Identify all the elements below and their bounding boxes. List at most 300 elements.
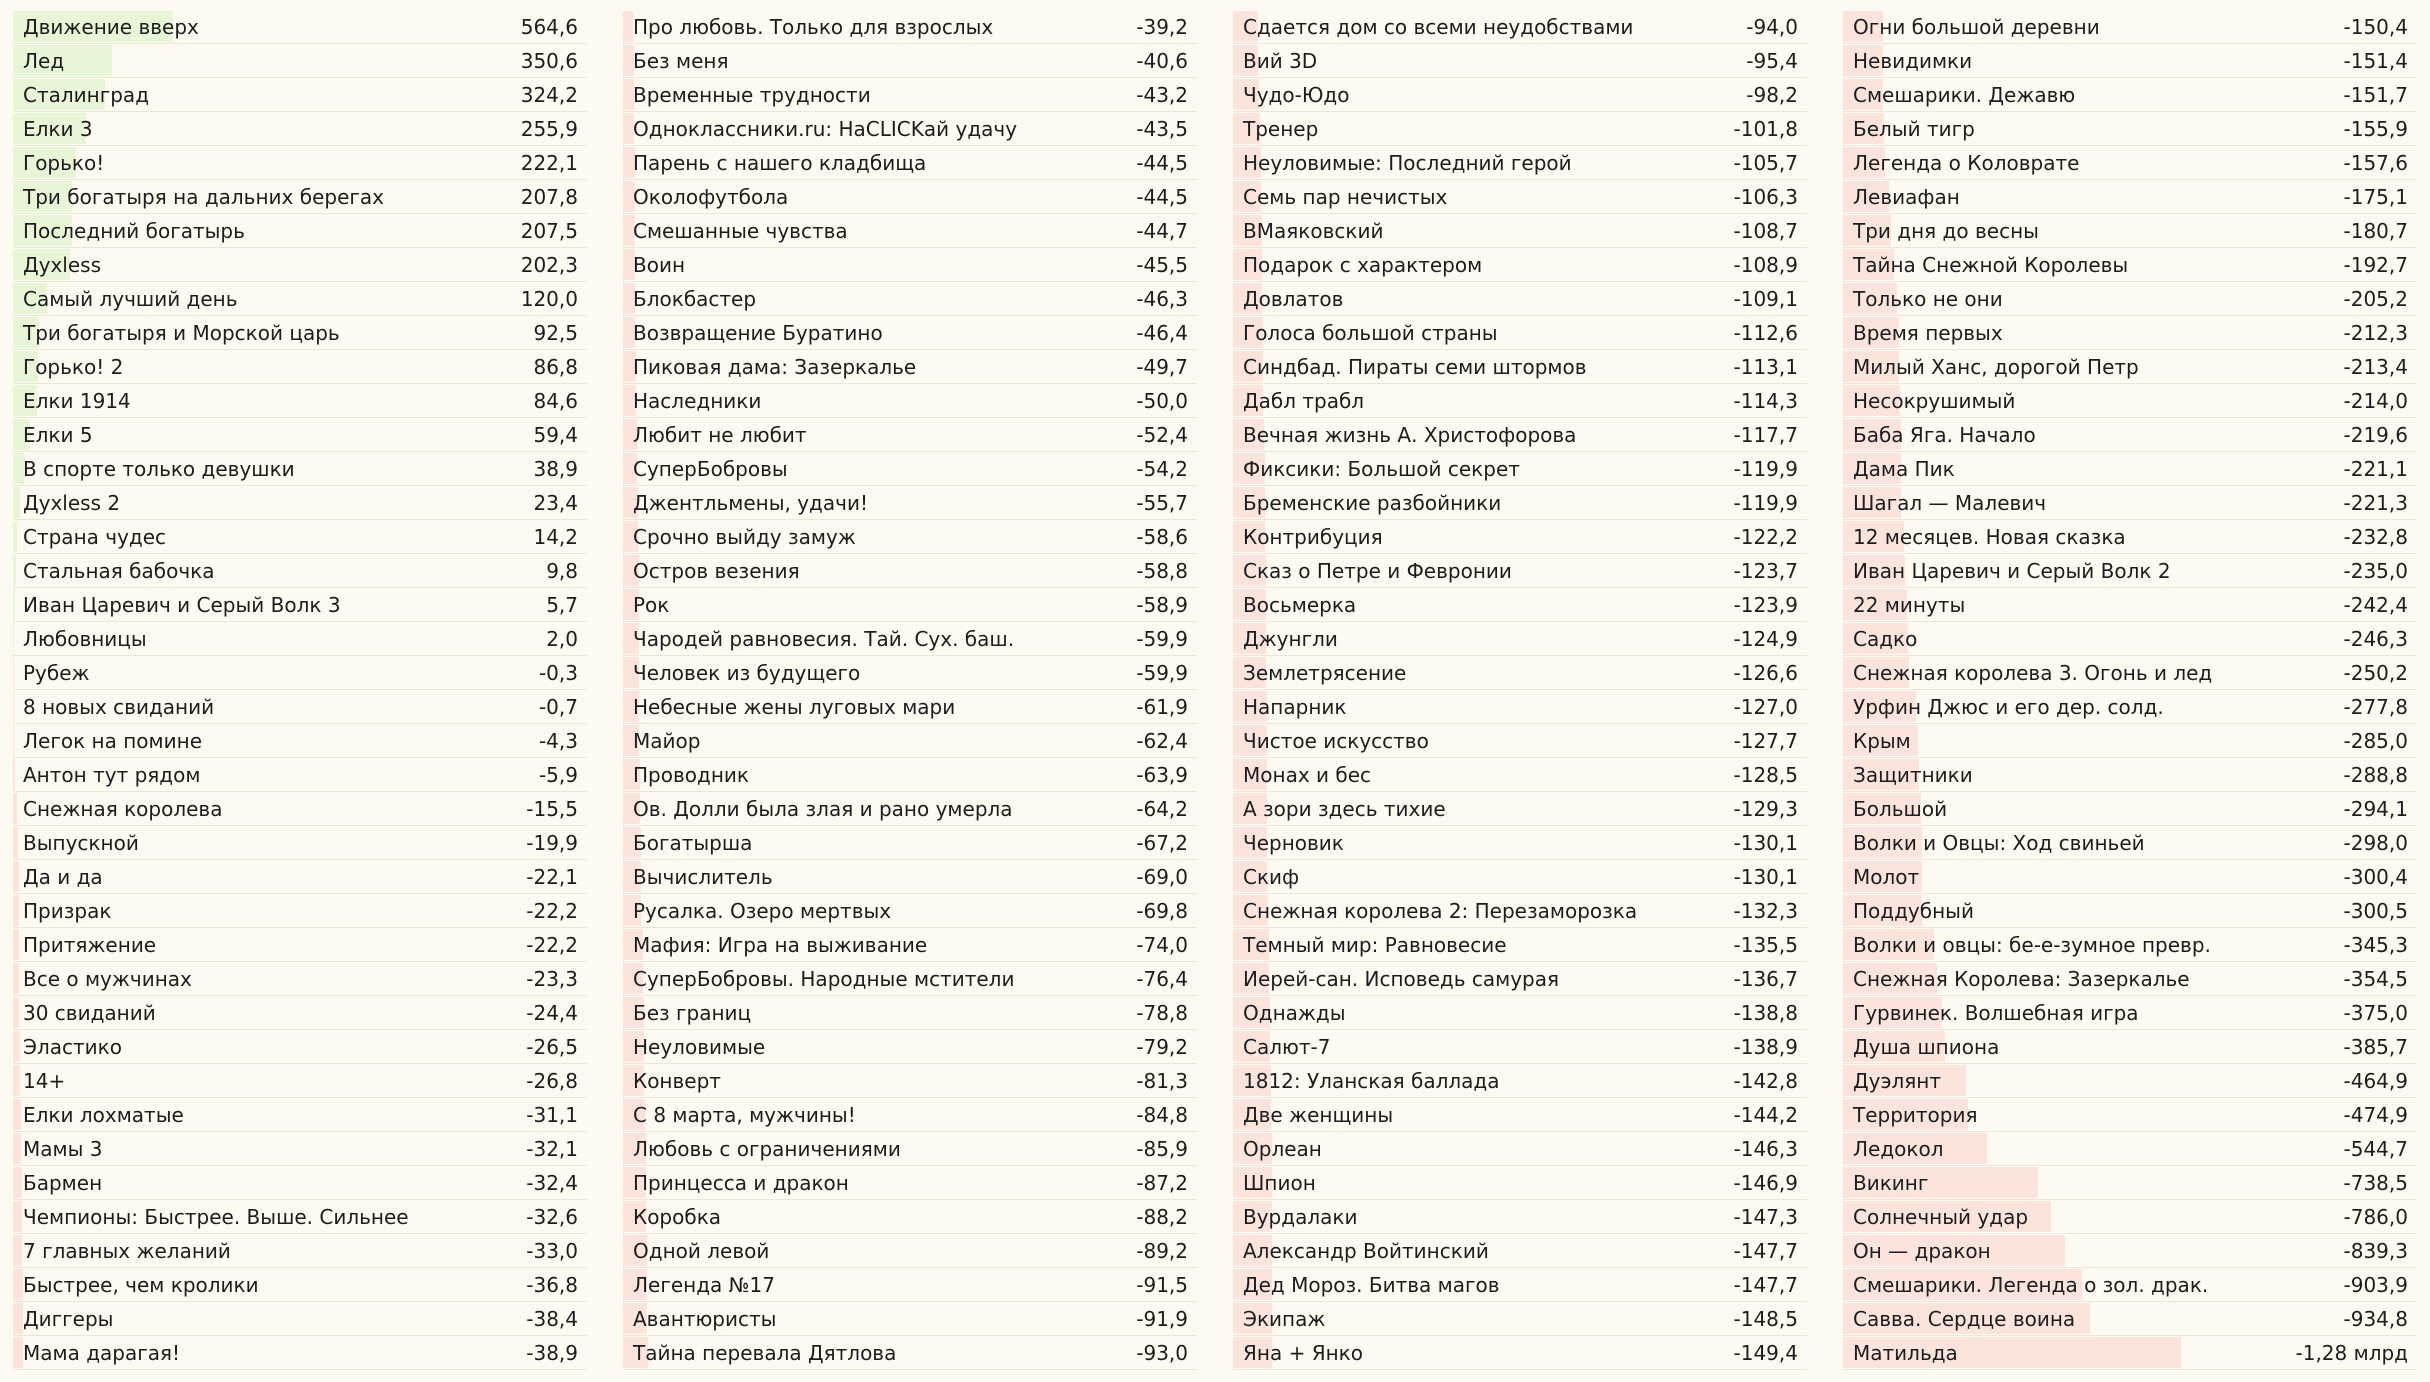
film-value: -375,0 <box>2343 1001 2408 1025</box>
film-value: -22,1 <box>526 865 578 889</box>
table-row <box>623 248 1197 282</box>
table-row <box>13 860 587 894</box>
table-row <box>1233 112 1807 146</box>
film-title: Все о мужчинах <box>23 967 192 991</box>
film-title: Землетрясение <box>1243 661 1407 685</box>
film-title: Левиафан <box>1853 185 1960 209</box>
table-row <box>13 146 587 180</box>
table-row <box>1233 282 1807 316</box>
film-value: -219,6 <box>2343 423 2408 447</box>
value-bar <box>13 929 19 960</box>
results-table <box>13 10 2417 1370</box>
film-value: -934,8 <box>2343 1307 2408 1331</box>
film-value: -122,2 <box>1733 525 1798 549</box>
film-value: -38,4 <box>526 1307 578 1331</box>
film-title: Чудо-Юдо <box>1243 83 1350 107</box>
film-value: -44,5 <box>1136 151 1188 175</box>
film-title: ВМаяковский <box>1243 219 1384 243</box>
film-title: Сдается дом со всеми неудобствами <box>1243 15 1634 39</box>
film-title: Мамы 3 <box>23 1137 103 1161</box>
table-row <box>623 894 1197 928</box>
film-title: Большой <box>1853 797 1948 821</box>
film-value: 38,9 <box>533 457 578 481</box>
film-value: -127,7 <box>1733 729 1798 753</box>
film-title: Довлатов <box>1243 287 1344 311</box>
table-row <box>1233 1336 1807 1370</box>
film-title: Снежная королева 3. Огонь и лед <box>1853 661 2213 685</box>
value-bar <box>13 589 15 620</box>
table-row <box>623 928 1197 962</box>
table-row <box>1843 690 2417 724</box>
value-bar <box>13 1337 23 1368</box>
film-value: -146,3 <box>1733 1137 1798 1161</box>
film-title: Конверт <box>633 1069 721 1093</box>
film-title: Молот <box>1853 865 1920 889</box>
table-row <box>623 792 1197 826</box>
table-row <box>1843 860 2417 894</box>
table-row <box>623 1336 1197 1370</box>
film-title: Елки 3 <box>23 117 93 141</box>
film-value: -300,5 <box>2343 899 2408 923</box>
film-value: -85,9 <box>1136 1137 1188 1161</box>
film-value: -288,8 <box>2343 763 2408 787</box>
film-value: -544,7 <box>2343 1137 2408 1161</box>
table-row <box>623 44 1197 78</box>
film-title: Шагал — Малевич <box>1853 491 2047 515</box>
table-row <box>1233 1268 1807 1302</box>
table-row <box>13 1234 587 1268</box>
value-bar <box>13 861 19 892</box>
film-title: Воин <box>633 253 686 277</box>
film-title: Урфин Джюс и его дер. солд. <box>1853 695 2164 719</box>
film-value: -130,1 <box>1733 865 1798 889</box>
table-row <box>1233 452 1807 486</box>
table-column-3 <box>1233 10 1807 1370</box>
film-value: -127,0 <box>1733 695 1798 719</box>
film-value: -151,4 <box>2343 49 2408 73</box>
film-value: -126,6 <box>1733 661 1798 685</box>
value-bar <box>13 1133 21 1164</box>
film-value: -464,9 <box>2343 1069 2408 1093</box>
table-row <box>623 384 1197 418</box>
film-value: -44,5 <box>1136 185 1188 209</box>
film-title: Тайна перевала Дятлова <box>633 1341 897 1365</box>
table-row <box>1233 860 1807 894</box>
value-bar <box>13 725 14 756</box>
film-value: -354,5 <box>2343 967 2408 991</box>
table-row <box>1233 1234 1807 1268</box>
film-value: -136,7 <box>1733 967 1798 991</box>
film-value: -45,5 <box>1136 253 1188 277</box>
film-value: -138,8 <box>1733 1001 1798 1025</box>
film-value: -786,0 <box>2343 1205 2408 1229</box>
film-value: -33,0 <box>526 1239 578 1263</box>
table-row <box>1843 44 2417 78</box>
film-title: Выпускной <box>23 831 139 855</box>
film-title: Вечная жизнь А. Христофорова <box>1243 423 1577 447</box>
film-title: Огни большой деревни <box>1853 15 2100 39</box>
table-row <box>1843 826 2417 860</box>
film-title: Крым <box>1853 729 1911 753</box>
film-value: -839,3 <box>2343 1239 2408 1263</box>
film-title: Экипаж <box>1243 1307 1326 1331</box>
table-row <box>623 1166 1197 1200</box>
table-row <box>1843 146 2417 180</box>
value-bar <box>623 11 633 42</box>
film-title: Монах и бес <box>1243 763 1372 787</box>
film-title: Любовницы <box>23 627 147 651</box>
film-value: -285,0 <box>2343 729 2408 753</box>
value-bar <box>13 1303 23 1334</box>
film-title: Бременские разбойники <box>1243 491 1502 515</box>
film-value: 14,2 <box>533 525 578 549</box>
film-value: -205,2 <box>2343 287 2408 311</box>
table-row <box>13 690 587 724</box>
table-row <box>1233 180 1807 214</box>
value-bar <box>13 793 17 824</box>
table-row <box>1233 248 1807 282</box>
film-value: 350,6 <box>520 49 578 73</box>
table-row <box>13 962 587 996</box>
film-title: Самый лучший день <box>23 287 238 311</box>
film-title: Любит не любит <box>633 423 807 447</box>
film-title: Шпион <box>1243 1171 1316 1195</box>
table-row <box>1233 928 1807 962</box>
film-value: 5,7 <box>546 593 578 617</box>
film-value: -300,4 <box>2343 865 2408 889</box>
film-title: Душа шпиона <box>1853 1035 2000 1059</box>
table-row <box>13 418 587 452</box>
film-title: Салют-7 <box>1243 1035 1331 1059</box>
table-row <box>13 1098 587 1132</box>
film-title: Сказ о Петре и Февронии <box>1243 559 1512 583</box>
value-bar <box>13 1031 20 1062</box>
film-value: 2,0 <box>546 627 578 651</box>
table-row <box>13 758 587 792</box>
table-column-4 <box>1843 10 2417 1370</box>
film-title: Последний богатырь <box>23 219 245 243</box>
table-row <box>13 10 587 44</box>
film-title: Стальная бабочка <box>23 559 215 583</box>
table-row <box>13 214 587 248</box>
film-value: 564,6 <box>520 15 578 39</box>
film-title: Вий 3D <box>1243 49 1318 73</box>
film-title: Восьмерка <box>1243 593 1357 617</box>
film-value: -113,1 <box>1733 355 1798 379</box>
film-value: -147,3 <box>1733 1205 1798 1229</box>
table-row <box>1233 1030 1807 1064</box>
film-value: -150,4 <box>2343 15 2408 39</box>
film-title: Антон тут рядом <box>23 763 201 787</box>
table-row <box>1843 214 2417 248</box>
film-value: -221,1 <box>2343 457 2408 481</box>
film-title: Невидимки <box>1853 49 1973 73</box>
film-title: СуперБобровы. Народные мстители <box>633 967 1015 991</box>
film-value: -148,5 <box>1733 1307 1798 1331</box>
film-value: -91,9 <box>1136 1307 1188 1331</box>
table-row <box>1233 146 1807 180</box>
table-row <box>623 996 1197 1030</box>
film-value: 207,5 <box>520 219 578 243</box>
film-title: Орлеан <box>1243 1137 1322 1161</box>
film-title: Однажды <box>1243 1001 1346 1025</box>
film-value: -119,9 <box>1733 457 1798 481</box>
film-value: -40,6 <box>1136 49 1188 73</box>
table-row <box>13 1336 587 1370</box>
table-row <box>1233 520 1807 554</box>
table-row <box>1843 452 2417 486</box>
film-title: 1812: Уланская баллада <box>1243 1069 1500 1093</box>
film-title: Горько! 2 <box>23 355 124 379</box>
table-row <box>623 10 1197 44</box>
table-row <box>1843 1268 2417 1302</box>
film-value: -101,8 <box>1733 117 1798 141</box>
film-title: Остров везения <box>633 559 800 583</box>
film-title: Джентльмены, удачи! <box>633 491 868 515</box>
value-bar <box>13 1201 22 1232</box>
film-title: Савва. Сердце воина <box>1853 1307 2076 1331</box>
film-title: Дед Мороз. Битва магов <box>1243 1273 1500 1297</box>
table-row <box>1843 316 2417 350</box>
film-value: -55,7 <box>1136 491 1188 515</box>
table-row <box>1843 588 2417 622</box>
table-row <box>1843 792 2417 826</box>
film-title: Викинг <box>1853 1171 1929 1195</box>
table-row <box>623 1200 1197 1234</box>
film-value: 202,3 <box>520 253 578 277</box>
table-row <box>1233 588 1807 622</box>
table-row <box>13 1030 587 1064</box>
film-value: 84,6 <box>533 389 578 413</box>
table-row <box>623 418 1197 452</box>
film-value: -474,9 <box>2343 1103 2408 1127</box>
film-title: Любовь с ограничениями <box>633 1137 901 1161</box>
table-row <box>623 690 1197 724</box>
table-row <box>1843 1132 2417 1166</box>
film-title: Принцесса и дракон <box>633 1171 849 1195</box>
film-title: А зори здесь тихие <box>1243 797 1446 821</box>
table-row <box>13 384 587 418</box>
film-value: -76,4 <box>1136 967 1188 991</box>
film-title: Защитники <box>1853 763 1973 787</box>
film-title: Только не они <box>1853 287 2003 311</box>
value-bar <box>13 1235 22 1266</box>
film-value: -105,7 <box>1733 151 1798 175</box>
value-bar <box>13 1167 22 1198</box>
film-title: Чемпионы: Быстрее. Выше. Сильнее <box>23 1205 409 1229</box>
table-row <box>1233 1200 1807 1234</box>
film-value: -31,1 <box>526 1103 578 1127</box>
table-row <box>13 44 587 78</box>
film-value: -144,2 <box>1733 1103 1798 1127</box>
film-value: 9,8 <box>546 559 578 583</box>
table-row <box>1233 962 1807 996</box>
film-value: -119,9 <box>1733 491 1798 515</box>
film-value: -250,2 <box>2343 661 2408 685</box>
value-bar <box>13 521 17 552</box>
film-value: -69,8 <box>1136 899 1188 923</box>
table-row <box>13 1268 587 1302</box>
table-row <box>1843 1302 2417 1336</box>
film-value: 255,9 <box>520 117 578 141</box>
film-value: -246,3 <box>2343 627 2408 651</box>
film-title: Майор <box>633 729 701 753</box>
film-value: 92,5 <box>533 321 578 345</box>
table-row <box>1233 486 1807 520</box>
table-row <box>1233 656 1807 690</box>
film-value: -32,1 <box>526 1137 578 1161</box>
film-title: Иван Царевич и Серый Волк 3 <box>23 593 341 617</box>
film-value: -123,7 <box>1733 559 1798 583</box>
film-value: -0,3 <box>538 661 578 685</box>
film-value: -114,3 <box>1733 389 1798 413</box>
film-value: -62,4 <box>1136 729 1188 753</box>
film-value: -93,0 <box>1136 1341 1188 1365</box>
film-title: Снежная королева 2: Перезаморозка <box>1243 899 1638 923</box>
film-title: 7 главных желаний <box>23 1239 231 1263</box>
table-row <box>13 520 587 554</box>
film-value: -108,9 <box>1733 253 1798 277</box>
table-row <box>1233 792 1807 826</box>
table-row <box>1233 78 1807 112</box>
value-bar <box>13 623 14 654</box>
film-value: -147,7 <box>1733 1239 1798 1263</box>
film-title: Иерей-сан. Исповедь самурая <box>1243 967 1560 991</box>
film-value: -61,9 <box>1136 695 1188 719</box>
film-title: Чародей равновесия. Тай. Сух. баш. <box>633 627 1015 651</box>
table-row <box>623 146 1197 180</box>
film-value: -89,2 <box>1136 1239 1188 1263</box>
film-value: -135,5 <box>1733 933 1798 957</box>
table-row <box>623 214 1197 248</box>
film-title: Страна чудес <box>23 525 167 549</box>
film-title: Мафия: Игра на выживание <box>633 933 928 957</box>
table-row <box>13 112 587 146</box>
film-title: 8 новых свиданий <box>23 695 215 719</box>
film-value: -81,3 <box>1136 1069 1188 1093</box>
film-value: -49,7 <box>1136 355 1188 379</box>
value-bar <box>13 1065 20 1096</box>
table-row <box>1843 350 2417 384</box>
film-value: -130,1 <box>1733 831 1798 855</box>
film-title: В спорте только девушки <box>23 457 295 481</box>
film-title: Контрибуция <box>1243 525 1383 549</box>
table-row <box>623 486 1197 520</box>
table-row <box>1233 894 1807 928</box>
film-value: -112,6 <box>1733 321 1798 345</box>
film-title: Несокрушимый <box>1853 389 2016 413</box>
film-title: Синдбад. Пираты семи штормов <box>1243 355 1587 379</box>
film-title: Милый Ханс, дорогой Петр <box>1853 355 2139 379</box>
film-value: -78,8 <box>1136 1001 1188 1025</box>
table-row <box>1233 758 1807 792</box>
film-title: Парень с нашего кладбища <box>633 151 927 175</box>
film-value: -0,7 <box>538 695 578 719</box>
film-title: Смешарики. Легенда о зол. драк. <box>1853 1273 2209 1297</box>
film-value: -106,3 <box>1733 185 1798 209</box>
film-title: Дуэлянт <box>1853 1069 1941 1093</box>
film-title: Легенда №17 <box>633 1273 775 1297</box>
film-title: Снежная Королева: Зазеркалье <box>1853 967 2190 991</box>
film-title: Без границ <box>633 1001 752 1025</box>
film-value: -59,9 <box>1136 661 1188 685</box>
film-value: -117,7 <box>1733 423 1798 447</box>
table-row <box>13 248 587 282</box>
film-value: -58,8 <box>1136 559 1188 583</box>
table-row <box>1233 1098 1807 1132</box>
value-bar <box>13 963 19 994</box>
table-row <box>623 180 1197 214</box>
film-title: Тренер <box>1243 117 1319 141</box>
film-title: Время первых <box>1853 321 2003 345</box>
table-row <box>13 486 587 520</box>
film-title: Чистое искусство <box>1243 729 1429 753</box>
film-value: -58,9 <box>1136 593 1188 617</box>
film-value: 86,8 <box>533 355 578 379</box>
film-value: -232,8 <box>2343 525 2408 549</box>
film-title: Богатырша <box>633 831 753 855</box>
table-row <box>623 452 1197 486</box>
film-title: Елки 5 <box>23 423 93 447</box>
film-title: Неуловимые <box>633 1035 766 1059</box>
table-row <box>13 316 587 350</box>
film-title: Околофутбола <box>633 185 789 209</box>
table-row <box>623 316 1197 350</box>
film-title: Ледокол <box>1853 1137 1944 1161</box>
film-title: Без меня <box>633 49 729 73</box>
table-row <box>1843 112 2417 146</box>
film-value: -63,9 <box>1136 763 1188 787</box>
table-row <box>623 1268 1197 1302</box>
film-value: -147,7 <box>1733 1273 1798 1297</box>
film-value: -129,3 <box>1733 797 1798 821</box>
film-value: -149,4 <box>1733 1341 1798 1365</box>
film-value: -298,0 <box>2343 831 2408 855</box>
film-title: Иван Царевич и Серый Волк 2 <box>1853 559 2171 583</box>
table-row <box>1843 418 2417 452</box>
film-value: -738,5 <box>2343 1171 2408 1195</box>
table-row <box>623 758 1197 792</box>
table-row <box>13 350 587 384</box>
table-row <box>13 1166 587 1200</box>
film-value: -43,5 <box>1136 117 1188 141</box>
film-title: Дама Пик <box>1853 457 1955 481</box>
film-value: -109,1 <box>1733 287 1798 311</box>
film-title: Скиф <box>1243 865 1300 889</box>
film-title: Да и да <box>23 865 103 889</box>
film-title: Пиковая дама: Зазеркалье <box>633 355 917 379</box>
table-row <box>1233 622 1807 656</box>
table-row <box>13 622 587 656</box>
table-row <box>1843 384 2417 418</box>
table-row <box>623 962 1197 996</box>
table-row <box>1843 962 2417 996</box>
table-row <box>623 1132 1197 1166</box>
value-bar <box>13 555 16 586</box>
film-title: Рок <box>633 593 670 617</box>
film-value: -903,9 <box>2343 1273 2408 1297</box>
table-row <box>1233 1302 1807 1336</box>
table-row <box>1843 1030 2417 1064</box>
table-row <box>623 520 1197 554</box>
film-title: Проводник <box>633 763 749 787</box>
film-value: -46,3 <box>1136 287 1188 311</box>
film-title: Возвращение Буратино <box>633 321 883 345</box>
table-row <box>1843 758 2417 792</box>
film-value: -67,2 <box>1136 831 1188 855</box>
film-value: -277,8 <box>2343 695 2408 719</box>
table-row <box>623 1030 1197 1064</box>
